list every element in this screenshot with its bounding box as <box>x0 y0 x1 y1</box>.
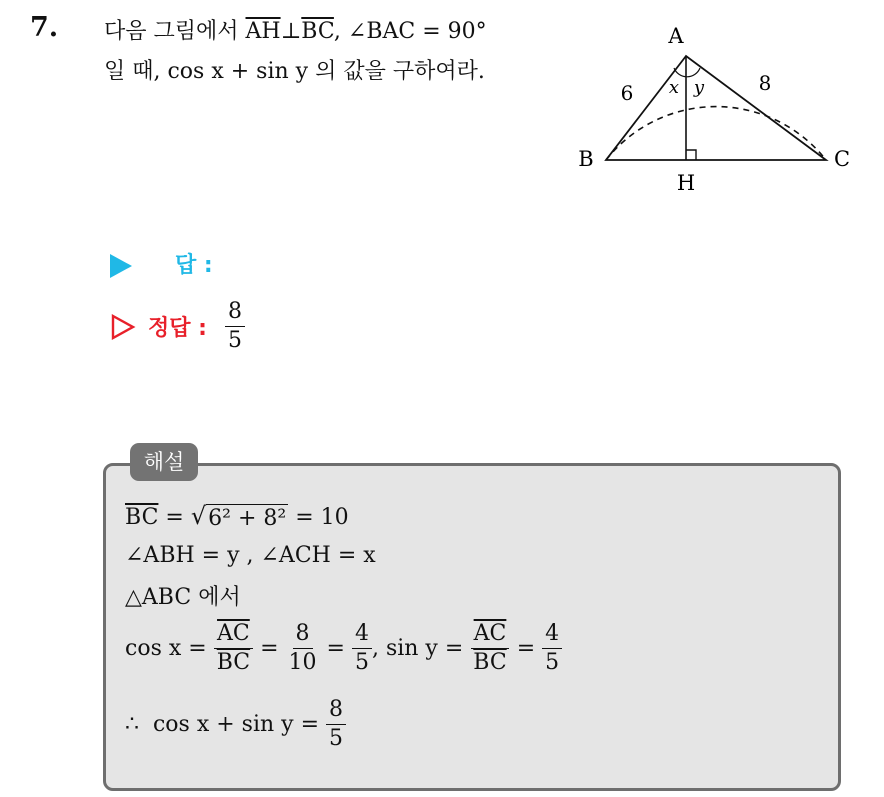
fraction-denominator: 5 <box>227 328 242 354</box>
square-root: √ 6² + 8² <box>190 502 287 531</box>
play-triangle-icon <box>110 254 132 278</box>
fraction-ac-bc <box>214 622 253 675</box>
question-text: 일 때, <box>104 59 168 84</box>
fraction-8-10 <box>286 622 320 675</box>
solution-line-1 <box>125 504 349 531</box>
perpendicular-symbol: ⊥ <box>280 19 302 44</box>
question-text: 다음 그림에서 <box>104 19 246 44</box>
fraction-denominator: 5 <box>545 650 560 676</box>
fraction-numerator: 4 <box>352 622 372 649</box>
question-line-1 <box>104 14 487 45</box>
fraction-denominator: 10 <box>288 650 317 676</box>
question-number: 7. <box>30 12 59 43</box>
solution-line-3 <box>125 580 241 611</box>
conclusion-text: ∴ cos x + sin y = <box>125 712 326 738</box>
triangle-context: △ABC 에서 <box>125 585 241 610</box>
answer-row <box>110 248 213 279</box>
question-angle-condition: , ∠BAC = 90° <box>333 19 487 44</box>
question-expression: cos x + sin y <box>167 59 309 84</box>
question-line-2 <box>104 54 485 85</box>
answer-label: 답 : <box>175 253 213 278</box>
solution-line-5 <box>125 698 346 751</box>
fraction-4-5 <box>542 622 562 675</box>
dashed-arc <box>606 107 826 160</box>
solution-tab: 해설 <box>130 443 198 481</box>
solution-line-2 <box>125 543 376 568</box>
fraction-4-5 <box>352 622 372 675</box>
question-text: 의 값을 구하여라. <box>308 59 485 84</box>
fraction-denominator: BC <box>216 650 251 676</box>
fraction-numerator: $\overline{AC}$ <box>471 622 510 649</box>
fraction-denominator: BC <box>473 650 507 676</box>
length-ab: 6 <box>620 81 634 105</box>
fraction-numerator: 8 <box>293 622 313 649</box>
fraction-numerator: 8 <box>225 300 245 327</box>
label-c: C <box>833 147 851 171</box>
fraction-denominator: 5 <box>354 650 369 676</box>
equals: = <box>253 636 286 662</box>
equals: = <box>319 636 352 662</box>
fraction-denominator: 5 <box>329 726 343 752</box>
segment-bc: $\overline{BC}$ <box>125 505 159 530</box>
fraction-numerator: 8 <box>326 698 346 725</box>
fraction-ac-bc <box>470 622 509 675</box>
length-ac: 8 <box>758 71 772 95</box>
result: = 10 <box>288 505 349 530</box>
correct-answer-row <box>110 300 245 353</box>
label-a: A <box>668 24 684 48</box>
fraction-numerator: $\overline{AC}$ <box>214 622 253 649</box>
equals: = <box>158 505 191 530</box>
correct-answer-fraction <box>225 300 245 353</box>
label-y: y <box>693 77 705 98</box>
label-h: H <box>676 171 696 195</box>
segment-bc: $\overline{BC}$ <box>301 19 334 44</box>
correct-answer-label: 정답 : <box>148 316 207 342</box>
outline-triangle-icon <box>110 314 136 340</box>
radicand: 6² + 8² <box>208 506 287 531</box>
triangle-figure <box>560 18 860 208</box>
final-fraction <box>326 698 346 751</box>
fraction-numerator: 4 <box>542 622 562 649</box>
label-x: x <box>668 77 680 98</box>
angle-arc <box>674 68 700 77</box>
equals: = <box>509 636 543 662</box>
sin-label: , sin y = <box>371 636 471 662</box>
solution-line-4 <box>125 622 562 675</box>
segment-ah: $\overline{AH}$ <box>245 19 281 44</box>
angle-relations: ∠ABH = y , ∠ACH = x <box>125 543 376 568</box>
cos-label: cos x = <box>125 636 214 662</box>
label-b: B <box>578 147 594 171</box>
triangle-abc <box>606 56 826 160</box>
right-angle-mark <box>686 150 696 160</box>
